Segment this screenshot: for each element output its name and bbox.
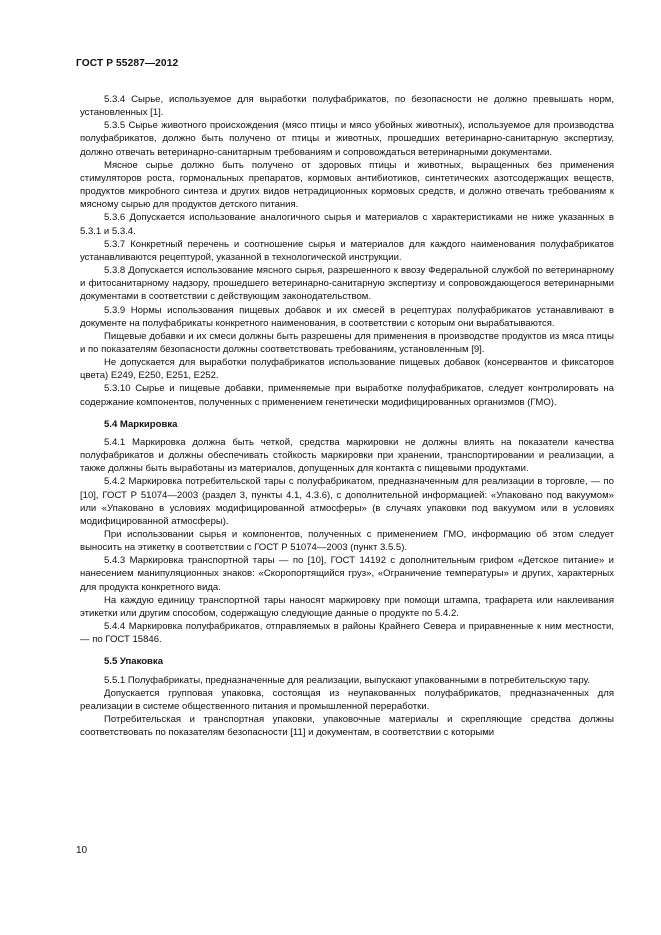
paragraph: 5.3.10 Сырье и пищевые добавки, применяемые при выработке полуфабрикатов, следует контролировать на содержание компонентов, полученных с применением генетически модифицированных организмов (ГМО). (80, 383, 614, 408)
paragraph: 5.5.1 Полуфабрикаты, предназначенные для реализации, выпускают упакованными в потребительскую тару. (104, 674, 590, 686)
paragraph: Пищевые добавки и их смеси должны быть разрешены для применения в производстве продуктов из мяса птицы и по показателям безопасности должны соответствовать требованиям, установленным [9]. (80, 330, 614, 355)
paragraph: При использовании сырья и компонентов, полученных с применением ГМО, информацию об этом следует выносить на этикетку в соответствии с ГОСТ Р 51074—2003 (пункт 3.5.5). (80, 529, 614, 554)
paragraph: 5.3.4 Сырье, используемое для выработки полуфабрикатов, по безопасности не должно превышать норм, установленных [1]. (80, 94, 614, 119)
document-body (80, 93, 614, 739)
paragraph: 5.4.1 Маркировка должна быть четкой, средства маркировки не должны влиять на показатели качества полуфабрикатов и должны обеспечивать стойкость маркировки при хранении, транспортировании и реализации, а также должны быть выработаны из материалов, допущенных для контакта с пищевыми продуктами. (80, 436, 614, 475)
paragraph: 5.4.4 Маркировка полуфабрикатов, отправляемых в районы Крайнего Севера и приравненные к ним местности, — по ГОСТ 15846. (80, 621, 614, 646)
paragraph: Мясное сырье должно быть получено от здоровых птицы и животных, выращенных без применения стимуляторов роста, гормональных препаратов, кормовых антибиотиков, синтетических азотсодержащих веществ, продуктов микробного синтеза и других видов нетрадиционных кормовых средств, и должно отвечать требованиям к мясному сырью для продуктов детского питания. (80, 159, 614, 211)
paragraph: 5.3.5 Сырье животного происхождения (мясо птицы и мясо убойных животных), используемое для производства полуфабрикатов, должно быть получено от птицы и животных, прошедших ветеринарно-санитарную экспертизу, должно отвечать ветеринарно-санитарным требованиям и сопровождаться ветеринарными документами. (80, 120, 614, 158)
paragraph: Не допускается для выработки полуфабрикатов использование пищевых добавок (консервантов и фиксаторов цвета) Е249, Е250, Е251, Е252. (80, 357, 614, 382)
page-number: 10 (76, 845, 88, 856)
paragraph: 5.4.3 Маркировка транспортной тары — по [10], ГОСТ 14192 с дополнительным грифом «Детское питание» и нанесением манипуляционных знаков: «Скоропортящийся груз», «Ограничение температуры» и других, характерных для продукта конкретного вида. (80, 555, 614, 593)
document-code-header: ГОСТ Р 55287—2012 (76, 58, 179, 69)
paragraph: 5.3.9 Нормы использования пищевых добавок и их смесей в рецептурах полуфабрикатов устанавливают в документе на полуфабрикаты конкретного наименования, в соответствии с которым они вырабатываются. (80, 304, 614, 329)
paragraph: 5.3.6 Допускается использование аналогичного сырья и материалов с характеристиками не ниже указанных в 5.3.1 и 5.3.4. (80, 212, 614, 237)
paragraph: 5.3.8 Допускается использование мясного сырья, разрешенного к ввозу Федеральной службой по ветеринарному и фитосанитарному надзору, прошедшего ветеринарно-санитарную экспертизу и сопровождающегося ветеринарными документами в соответствии с действующим законодательством. (80, 265, 614, 303)
paragraph: 5.4.2 Маркировка потребительской тары с полуфабрикатом, предназначенным для реализации в торговле, — по [10], ГОСТ Р 51074—2003 (раздел 3, пункты 4.1, 4.3.6), с дополнительной информацией: «Упаковано под вакуумом» или «Упаковано в условиях модифицированной атмосферы» (в случаях упаковки под вакуумом или в условиях модифицированной атмосферы). (80, 476, 614, 527)
section-heading-marking: 5.4 Маркировка (104, 418, 178, 430)
section-heading-packaging: 5.5 Упаковка (104, 656, 164, 668)
paragraph: На каждую единицу транспортной тары наносят маркировку при помощи штампа, трафарета или наклеивания этикетки или другим способом, содержащую следующие данные о продукте по 5.4.2. (80, 594, 614, 619)
paragraph: 5.3.7 Конкретный перечень и соотношение сырья и материалов для каждого наименования полуфабрикатов устанавливаются рецептурой, указанной в технологической инструкции. (80, 238, 614, 263)
paragraph: Допускается групповая упаковка, состоящая из неупакованных полуфабрикатов, предназначенных для реализации в системе общественного питания и промышленной переработки. (80, 687, 614, 712)
paragraph: Потребительская и транспортная упаковки, упаковочные материалы и скрепляющие средства должны соответствовать по показателям безопасности [11] и документам, в соответствии с которыми (80, 714, 614, 739)
